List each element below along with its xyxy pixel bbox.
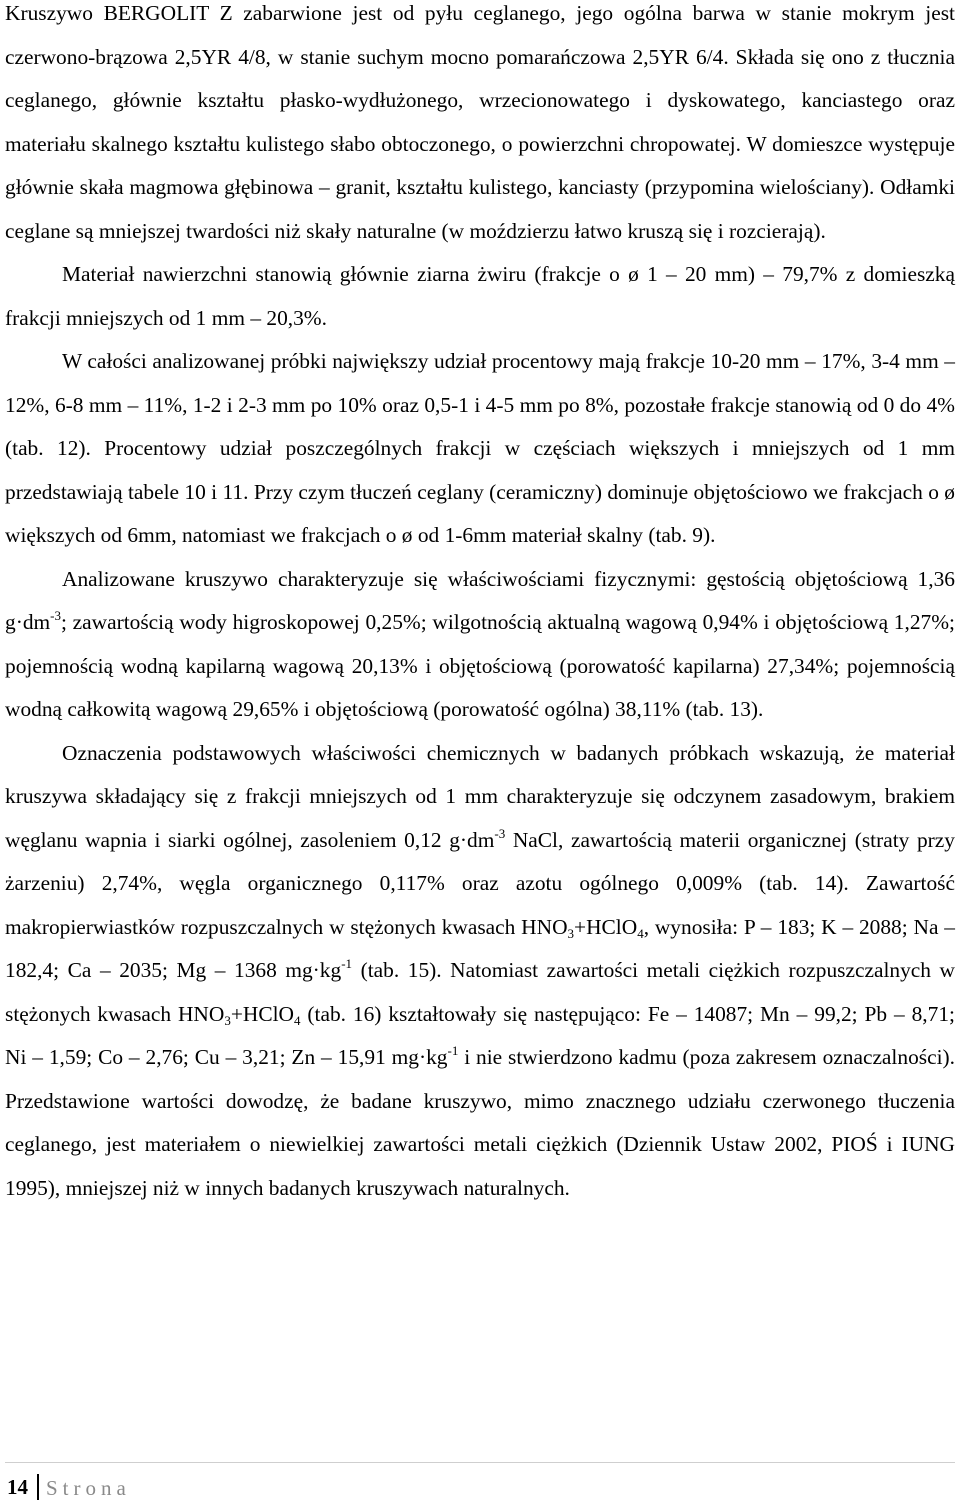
body-text (5, 0, 955, 1210)
subscript: 3 (567, 925, 575, 941)
text-run: (tab. 15). Natomiast zawartości metali ciężkich rozpuszczalnych w stężonych kwasach HNO (5, 958, 955, 1026)
paragraph-5 (5, 732, 955, 1211)
footer-separator (37, 1474, 39, 1500)
superscript: -3 (50, 608, 61, 623)
text-run: Kruszywo BERGOLIT Z zabarwione jest od pyłu ceglanego, jego ogólna barwa w stanie mokrym jest czerwono-brązowa 2,5YR 4/8, w stanie suchym mocno pomarańczowa 2,5YR 6/4. Składa się ono z tłucznia ceglanego, głównie kształtu płasko-wydłużonego, wrzecionowatego i dyskowatego, kanciastego oraz materiału skalnego kształtu kulistego słabo obtoczonego, o powierzchni chropowatej. W domieszce występuje głównie skała magmowa głębinowa – granit, kształtu kulistego, kanciasty (przypomina wielościany). Odłamki ceglane są mniejszej twardości niż skały naturalne (w moździerzu łatwo kruszą się i rozcierają). (5, 1, 955, 243)
page-number: 14 (7, 1475, 28, 1499)
text-run: i nie stwierdzono kadmu (poza zakresem oznaczalności). Przedstawione wartości dowodzę, że badane kruszywo, mimo znacznego udziału czerwonego tłuczenia ceglanego, jest materiałem o niewielkiej zawartości metali ciężkich (Dziennik Ustaw 2002, PIOŚ i IUNG 1995), mniejszej niż w innych badanych kruszywach naturalnych. (5, 1045, 955, 1200)
superscript: -1 (341, 956, 353, 971)
text-run: Materiał nawierzchni stanowią głównie ziarna żwiru (frakcje o ø 1 – 20 mm) – 79,7% z domieszką frakcji mniejszych od 1 mm – 20,3%. (5, 262, 955, 330)
superscript: -1 (447, 1043, 459, 1058)
text-run: Oznaczenia podstawowych właściwości chemicznych w badanych próbkach wskazują, że materiał kruszywa składający się z frakcji mniejszych od 1 mm charakteryzuje się odczynem zasadowym, brakiem węglanu wapnia i siarki ogólnej, zasoleniem 0,12 g·dm (5, 740, 955, 852)
text-run: , wynosiła: P – 183; K – 2088; Na – 182,4; Ca – 2035; Mg – 1368 mg·kg (5, 914, 955, 982)
subscript: 4 (637, 925, 644, 941)
paragraph-1 (5, 0, 955, 253)
subscript: 4 (294, 1012, 301, 1028)
text-run: (tab. 16) kształtowały się następująco: Fe – 14087; Mn – 99,2; Pb – 8,71; Ni – 1,59; Co – 2,76; Cu – 3,21; Zn – 15,91 mg·kg (5, 1001, 955, 1069)
paragraph-4 (5, 558, 955, 732)
text-run: ; zawartością wody higroskopowej 0,25%; wilgotnością aktualną wagową 0,94% i objętościową 1,27%; pojemnością wodną kapilarną wagową 20,13% i objętościową (porowatość kapilarna) 27,34%; pojemnością wodną całkowitą wagową 29,65% i objętościową (porowatość ogólna) 38,11% (tab. 13). (5, 610, 955, 721)
page-footer (0, 1462, 960, 1501)
page-label: Strona (46, 1476, 131, 1500)
subscript: 3 (224, 1012, 231, 1028)
text-run: NaCl, zawartością materii organicznej (straty przy żarzeniu) 2,74%, węgla organicznego 0,117% oraz azotu ogólnego 0,009% (tab. 14). Zawartość makropierwiastków rozpuszczalnych w stężonych kwasach HNO (5, 827, 955, 939)
footer-rule (5, 1462, 955, 1463)
superscript: -3 (494, 825, 506, 841)
text-run: +HClO (230, 1001, 294, 1026)
text-run: W całości analizowanej próbki największy udział procentowy mają frakcje 10-20 mm – 17%, 3-4 mm – 12%, 6-8 mm – 11%, 1-2 i 2-3 mm po 10% oraz 0,5-1 i 4-5 mm po 8%, pozostałe frakcje stanowią od 0 do 4% (tab. 12). Procentowy udział poszczególnych frakcji w częściach większych i mniejszych od 1 mm przedstawiają tabele 10 i 11. Przy czym tłuczeń ceglany (ceramiczny) dominuje objętościowo we frakcjach o ø większych od 6mm, natomiast we frakcjach o ø od 1-6mm materiał skalny (tab. 9). (5, 349, 955, 547)
paragraph-3 (5, 340, 955, 558)
paragraph-2 (5, 253, 955, 340)
text-run: Analizowane kruszywo charakteryzuje się właściwościami fizycznymi: gęstością objętościową 1,36 g·dm (5, 566, 955, 634)
text-run: +HClO (574, 914, 638, 939)
